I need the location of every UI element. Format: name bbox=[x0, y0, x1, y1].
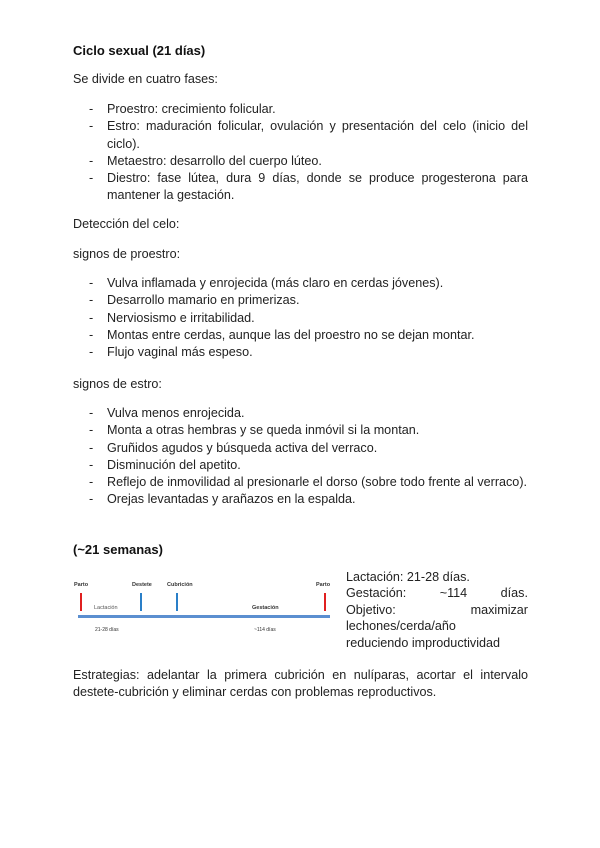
estrus-signs-list bbox=[73, 405, 528, 509]
marker-label-mating: Cubrición bbox=[167, 582, 193, 588]
timeline-notes bbox=[346, 569, 528, 651]
list-item: - Gruñidos agudos y búsqueda activa del verraco. bbox=[73, 440, 528, 457]
list-item: - Metaestro: desarrollo del cuerpo lúteo. bbox=[73, 153, 528, 170]
list-item: - Estro: maduración folicular, ovulación y presentación del celo (inicio del ciclo). bbox=[73, 118, 528, 153]
list-item: - Flujo vaginal más espeso. bbox=[73, 344, 528, 361]
section-title-weeks: (~21 semanas) bbox=[73, 542, 163, 557]
marker-mating bbox=[176, 593, 178, 611]
objective-value: maximizar bbox=[470, 602, 528, 617]
objective-line-3 bbox=[346, 635, 528, 651]
marker-label-birth: Parto bbox=[74, 582, 89, 588]
intro-text: Se divide en cuatro fases: bbox=[73, 72, 218, 86]
marker-birth bbox=[80, 593, 82, 611]
duration-gestation: ~114 días bbox=[254, 627, 276, 633]
list-item: - Disminución del apetito. bbox=[73, 457, 528, 474]
list-item: - Proestro: crecimiento folicular. bbox=[73, 101, 528, 118]
timeline-bar bbox=[78, 615, 330, 618]
phases-list bbox=[73, 101, 528, 205]
gestation-note bbox=[346, 585, 528, 601]
production-cycle-timeline bbox=[70, 568, 342, 638]
objective-line-2 bbox=[346, 618, 528, 634]
section-title-cycle: Ciclo sexual (21 días) bbox=[73, 43, 206, 58]
objective-text-3: reduciendo improductividad bbox=[346, 635, 501, 650]
list-item: - Montas entre cerdas, aunque las del proestro no se dejan montar. bbox=[73, 327, 528, 344]
list-item: - Diestro: fase lútea, dura 9 días, donde se produce progesterona para mantener la gestación. bbox=[73, 170, 528, 205]
list-item: - Vulva menos enrojecida. bbox=[73, 405, 528, 422]
list-item: - Monta a otras hembras y se queda inmóvil si la montan. bbox=[73, 422, 528, 439]
objective-label: Objetivo: bbox=[346, 602, 396, 617]
list-item: - Nerviosismo e irritabilidad. bbox=[73, 310, 528, 327]
objective-text-2: lechones/cerda/año bbox=[346, 619, 456, 634]
marker-weaning bbox=[140, 593, 142, 611]
marker-label-birth-2: Parto bbox=[316, 582, 331, 588]
proestrus-signs-list bbox=[73, 275, 528, 361]
lactation-note bbox=[346, 569, 528, 585]
gestation-label: Gestación: bbox=[346, 586, 407, 601]
marker-label-weaning: Destete bbox=[132, 582, 152, 588]
marker-birth-2 bbox=[324, 593, 326, 611]
list-item: - Vulva inflamada y enrojecida (más claro en cerdas jóvenes). bbox=[73, 275, 528, 292]
proestrus-label: signos de proestro: bbox=[73, 247, 181, 261]
objective-note bbox=[346, 602, 528, 618]
estrus-label: signos de estro: bbox=[73, 377, 162, 391]
list-item: - Orejas levantadas y arañazos en la espalda. bbox=[73, 491, 528, 508]
list-item: - Desarrollo mamario en primerizas. bbox=[73, 292, 528, 309]
strategies-paragraph: Estrategias: adelantar la primera cubrición en nulíparas, acortar el intervalo destete-cubrición y eliminar cerdas con problemas reproductivos. bbox=[73, 668, 528, 699]
list-item: - Reflejo de inmovilidad al presionarle el dorso (sobre todo frente al verraco). bbox=[73, 474, 528, 491]
duration-lactation: 21-28 días bbox=[95, 627, 119, 633]
gestation-unit: días. bbox=[500, 586, 528, 601]
phase-label-gestation: Gestación bbox=[252, 605, 279, 611]
detection-label: Detección del celo: bbox=[73, 217, 180, 231]
lactation-text: Lactación: 21-28 días. bbox=[346, 570, 470, 584]
phase-label-lactation: Lactación bbox=[94, 605, 118, 611]
gestation-value: ~114 bbox=[439, 586, 468, 601]
